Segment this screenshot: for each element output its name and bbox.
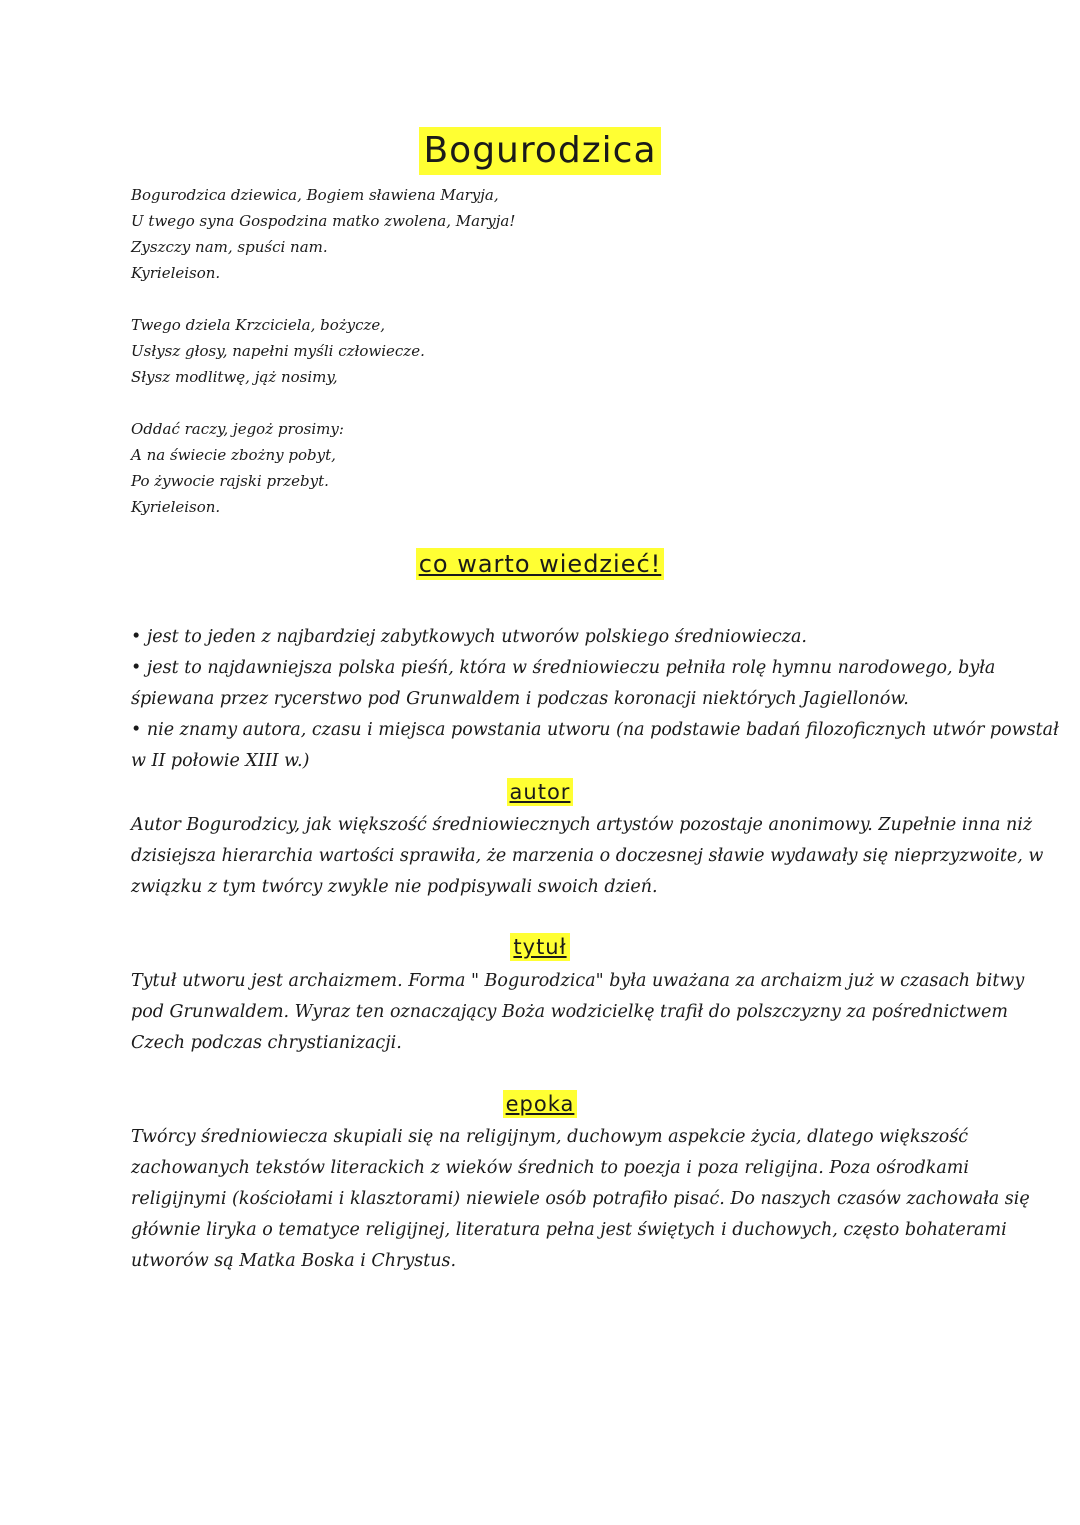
- poem-line: Usłysz głosy, napełni myśli człowiecze.: [131, 342, 425, 360]
- tytul-line: Czech podczas chrystianizacji.: [131, 1033, 402, 1053]
- facts-heading-text: co warto wiedzieć!: [416, 548, 665, 580]
- tytul-heading-text: tytuł: [510, 933, 569, 961]
- poem-line: Po żywocie rajski przebyt.: [131, 472, 329, 490]
- facts-line: • jest to najdawniejsza polska pieśń, która w średniowieczu pełniła rolę hymnu narodowego, była: [131, 658, 996, 678]
- poem-stanza-1: [131, 182, 515, 286]
- autor-paragraph: [131, 810, 1044, 903]
- autor-line: dzisiejsza hierarchia wartości sprawiła, że marzenia o doczesnej sławie wydawały się nieprzyzwoite, w: [131, 846, 1044, 866]
- facts-line: • jest to jeden z najbardziej zabytkowych utworów polskiego średniowiecza.: [131, 627, 807, 647]
- autor-line: Autor Bogurodzicy, jak większość średniowiecznych artystów pozostaje anonimowy. Zupełnie inna niż: [131, 815, 1033, 835]
- epoka-line: zachowanych tekstów literackich z wieków średnich to poezja i poza religijna. Poza ośrodkami: [131, 1158, 969, 1178]
- epoka-line: głównie liryka o tematyce religijnej, literatura pełna jest świętych i duchowych, często bohaterami: [131, 1220, 1007, 1240]
- facts-heading: [0, 548, 1080, 580]
- tytul-line: Tytuł utworu jest archaizmem. Forma " Bogurodzica" była uważana za archaizm już w czasach bitwy: [131, 971, 1025, 991]
- facts-list: [131, 622, 1059, 777]
- facts-line: śpiewana przez rycerstwo pod Grunwaldem i podczas koronacji niektórych Jagiellonów.: [131, 689, 909, 709]
- poem-stanza-2: [131, 312, 425, 390]
- poem-line: Zyszczy nam, spuści nam.: [131, 238, 328, 256]
- poem-line: Słysz modlitwę, jąż nosimy,: [131, 368, 338, 386]
- autor-heading-text: autor: [507, 778, 574, 806]
- autor-heading: [0, 778, 1080, 806]
- autor-line: związku z tym twórcy zwykle nie podpisywali swoich dzień.: [131, 877, 658, 897]
- tytul-paragraph: [131, 966, 1025, 1059]
- tytul-line: pod Grunwaldem. Wyraz ten oznaczający Boża wodzicielkę trafił do polszczyzny za pośrednictwem: [131, 1002, 1008, 1022]
- poem-line: Kyrieleison.: [131, 498, 221, 516]
- poem-stanza-3: [131, 416, 344, 520]
- poem-line: U twego syna Gospodzina matko zwolena, Maryja!: [131, 212, 516, 230]
- epoka-line: Twórcy średniowiecza skupiali się na religijnym, duchowym aspekcie życia, dlatego większość: [131, 1127, 969, 1147]
- poem-line: Kyrieleison.: [131, 264, 221, 282]
- epoka-paragraph: [131, 1122, 1030, 1277]
- poem-line: A na świecie zbożny pobyt,: [131, 446, 336, 464]
- epoka-heading-text: epoka: [503, 1090, 578, 1118]
- page-title: [0, 127, 1080, 175]
- facts-line: • nie znamy autora, czasu i miejsca powstania utworu (na podstawie badań filozoficznych utwór powstał: [131, 720, 1059, 740]
- page-title-text: Bogurodzica: [419, 127, 660, 175]
- epoka-line: utworów są Matka Boska i Chrystus.: [131, 1251, 457, 1271]
- poem-line: Oddać raczy, jegoż prosimy:: [131, 420, 344, 438]
- epoka-line: religijnymi (kościołami i klasztorami) niewiele osób potrafiło pisać. Do naszych czasów zachowała się: [131, 1189, 1030, 1209]
- epoka-heading: [0, 1090, 1080, 1118]
- tytul-heading: [0, 933, 1080, 961]
- poem-line: Bogurodzica dziewica, Bogiem sławiena Maryja,: [131, 186, 499, 204]
- poem-line: Twego dziela Krzciciela, bożycze,: [131, 316, 386, 334]
- facts-line: w II połowie XIII w.): [131, 751, 310, 771]
